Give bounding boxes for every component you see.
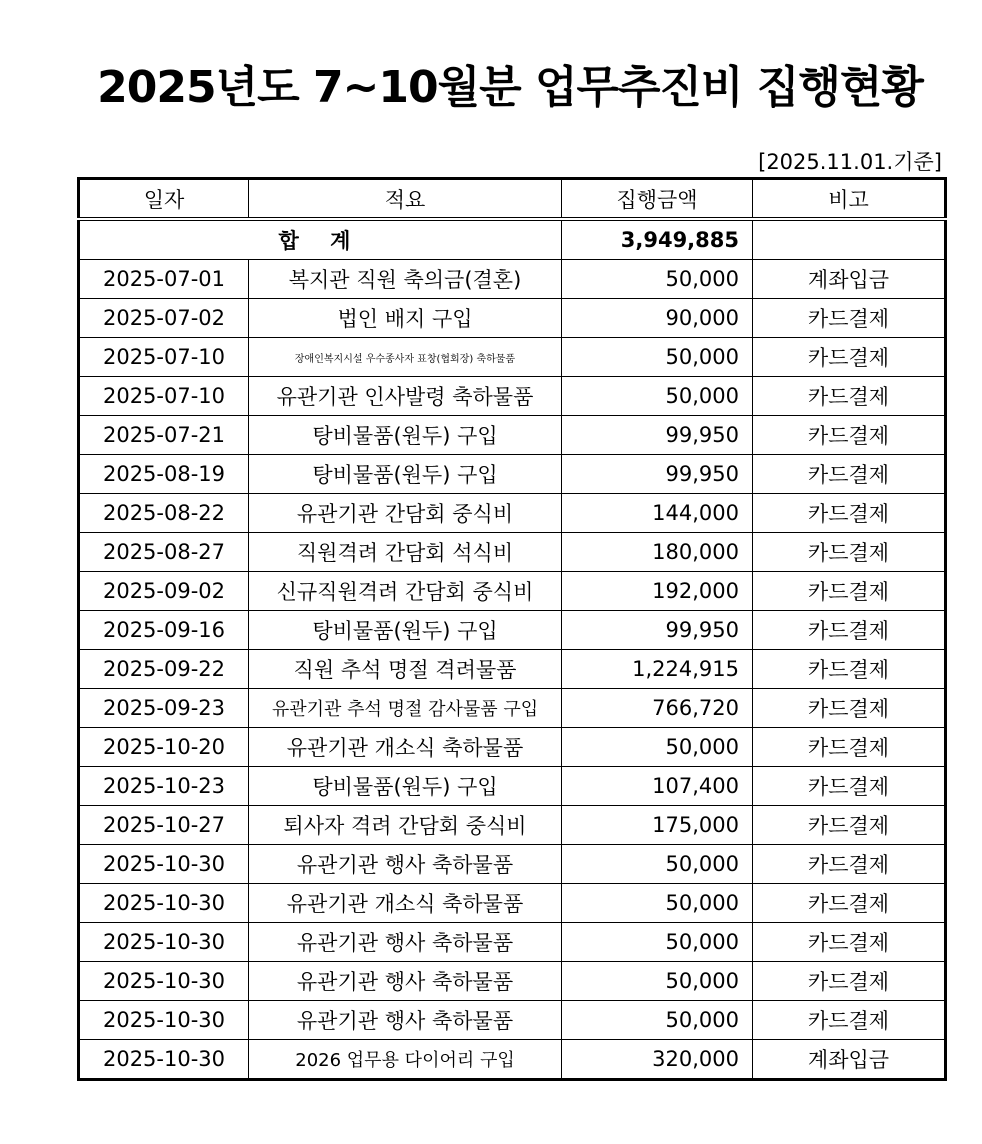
row-date: 2025-08-27 [79,533,249,572]
row-amount: 50,000 [562,923,753,962]
row-description: 신규직원격려 간담회 중식비 [249,572,562,611]
table-row [79,572,946,611]
table-row [79,494,946,533]
row-amount: 320,000 [562,1040,753,1080]
row-note: 카드결제 [753,728,946,767]
table-row [79,1040,946,1080]
page-title: 2025년도 7~10월분 업무추진비 집행현황 [97,62,923,113]
row-date: 2025-09-23 [79,689,249,728]
table-row [79,338,946,377]
row-note: 카드결제 [753,962,946,1001]
row-note: 카드결제 [753,1001,946,1040]
row-note: 카드결제 [753,884,946,923]
table-row [79,767,946,806]
row-description: 유관기관 추석 명절 감사물품 구입 [249,689,562,728]
row-amount: 50,000 [562,377,753,416]
row-note: 카드결제 [753,767,946,806]
table-row [79,611,946,650]
row-description: 유관기관 행사 축하물품 [249,1001,562,1040]
row-amount: 99,950 [562,416,753,455]
row-description: 유관기관 행사 축하물품 [249,923,562,962]
row-note: 카드결제 [753,689,946,728]
table-row [79,260,946,299]
row-amount: 50,000 [562,1001,753,1040]
row-date: 2025-07-01 [79,260,249,299]
header-row [79,179,946,220]
row-description: 유관기관 개소식 축하물품 [249,728,562,767]
table-row [79,884,946,923]
table-row [79,377,946,416]
table-row [79,1001,946,1040]
row-note: 카드결제 [753,923,946,962]
table-row [79,923,946,962]
row-amount: 50,000 [562,728,753,767]
row-date: 2025-08-19 [79,455,249,494]
total-amount: 3,949,885 [562,219,753,260]
row-description: 탕비물품(원두) 구입 [249,611,562,650]
row-description: 유관기관 간담회 중식비 [249,494,562,533]
row-date: 2025-10-30 [79,884,249,923]
total-row [79,219,946,260]
total-note [753,219,946,260]
row-description: 유관기관 행사 축하물품 [249,845,562,884]
row-amount: 180,000 [562,533,753,572]
row-note: 카드결제 [753,455,946,494]
row-description: 탕비물품(원두) 구입 [249,767,562,806]
row-date: 2025-08-22 [79,494,249,533]
row-amount: 90,000 [562,299,753,338]
table-row [79,728,946,767]
row-note: 카드결제 [753,845,946,884]
row-amount: 99,950 [562,611,753,650]
row-note: 계좌입금 [753,1040,946,1080]
row-date: 2025-10-23 [79,767,249,806]
row-date: 2025-07-10 [79,338,249,377]
row-note: 카드결제 [753,416,946,455]
table-row [79,533,946,572]
table-row [79,689,946,728]
row-date: 2025-09-22 [79,650,249,689]
row-description: 2026 업무용 다이어리 구입 [249,1040,562,1080]
row-date: 2025-07-21 [79,416,249,455]
row-note: 카드결제 [753,377,946,416]
header-date: 일자 [79,179,249,220]
row-date: 2025-07-02 [79,299,249,338]
row-description: 법인 배지 구입 [249,299,562,338]
row-description: 유관기관 인사발령 축하물품 [249,377,562,416]
row-note: 카드결제 [753,338,946,377]
row-date: 2025-10-30 [79,962,249,1001]
row-note: 계좌입금 [753,260,946,299]
row-date: 2025-10-30 [79,923,249,962]
row-description: 직원 추석 명절 격려물품 [249,650,562,689]
row-description: 직원격려 간담회 석식비 [249,533,562,572]
row-description: 유관기관 개소식 축하물품 [249,884,562,923]
expense-table [77,177,947,1081]
table-row [79,962,946,1001]
row-amount: 99,950 [562,455,753,494]
row-note: 카드결제 [753,533,946,572]
row-date: 2025-10-30 [79,1040,249,1080]
row-amount: 50,000 [562,260,753,299]
row-note: 카드결제 [753,650,946,689]
row-amount: 50,000 [562,962,753,1001]
row-note: 카드결제 [753,299,946,338]
row-description: 유관기관 행사 축하물품 [249,962,562,1001]
row-amount: 175,000 [562,806,753,845]
row-description: 탕비물품(원두) 구입 [249,455,562,494]
table-row [79,416,946,455]
basis-date: [2025.11.01.기준] [758,150,942,174]
row-amount: 144,000 [562,494,753,533]
table-row [79,845,946,884]
table-row [79,299,946,338]
row-date: 2025-10-30 [79,1001,249,1040]
row-description: 탕비물품(원두) 구입 [249,416,562,455]
table-row [79,455,946,494]
row-note: 카드결제 [753,611,946,650]
row-description: 장애인복지시설 우수종사자 표창(협회장) 축하물품 [249,338,562,377]
row-date: 2025-10-27 [79,806,249,845]
total-label: 합 계 [79,219,562,260]
row-note: 카드결제 [753,494,946,533]
header-note: 비고 [753,179,946,220]
row-date: 2025-09-02 [79,572,249,611]
row-amount: 1,224,915 [562,650,753,689]
row-date: 2025-10-30 [79,845,249,884]
row-date: 2025-09-16 [79,611,249,650]
row-note: 카드결제 [753,806,946,845]
row-amount: 766,720 [562,689,753,728]
row-note: 카드결제 [753,572,946,611]
row-date: 2025-10-20 [79,728,249,767]
row-amount: 107,400 [562,767,753,806]
row-amount: 50,000 [562,884,753,923]
row-amount: 192,000 [562,572,753,611]
header-amount: 집행금액 [562,179,753,220]
row-description: 복지관 직원 축의금(결혼) [249,260,562,299]
row-description: 퇴사자 격려 간담회 중식비 [249,806,562,845]
row-amount: 50,000 [562,845,753,884]
row-amount: 50,000 [562,338,753,377]
table-row [79,650,946,689]
row-date: 2025-07-10 [79,377,249,416]
header-description: 적요 [249,179,562,220]
table-row [79,806,946,845]
